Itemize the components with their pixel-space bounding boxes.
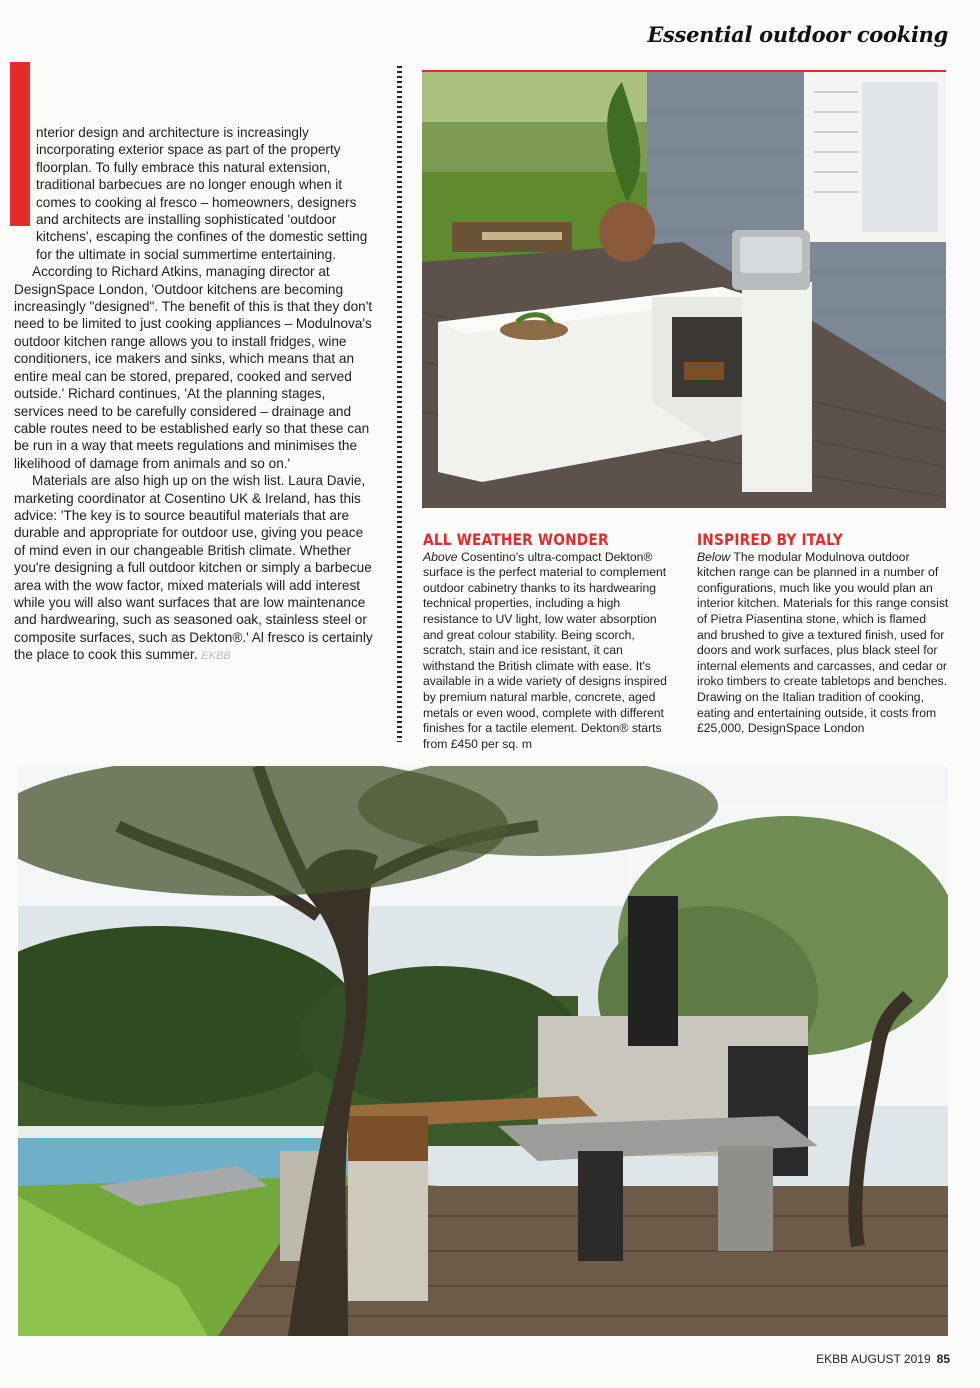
dotted-column-rule bbox=[397, 66, 402, 742]
caption-text-inspired-by-italy bbox=[697, 550, 949, 737]
caption-text-all-weather-wonder bbox=[423, 550, 675, 753]
caption-body-left: Cosentino's ultra-compact Dekton® surface is the perfect material to complement outdoor cabinetry thanks to its hardwearing technical properties, including a high resistance to UV light, low water absorption and great colour stability. Being scorch, scratch, stain and ice resistant, it can withstand the British climate with ease. It's available in a wide variety of designs inspired by premium natural marble, concrete, aged metals or even wood, complete with different finishes for a tactile element. Dekton® starts from £450 per sq. m bbox=[423, 549, 667, 751]
photo-outdoor-kitchen-dekton bbox=[422, 70, 946, 508]
caption-body-right: The modular Modulnova outdoor kitchen range can be planned in a number of configurations, much like you would plan an interior kitchen. Materials for this range consist of Pietra Piasentina stone, which is flamed and brushed to give a textured finish, used for doors and work surfaces, plus black steel for internal elements and carcasses, and cedar or iroko timbers to create tabletops and benches. Drawing on the Italian tradition of cooking, eating and entertaining outside, it costs from £25,000, DesignSpace London bbox=[697, 549, 949, 736]
caption-all-weather-wonder bbox=[423, 532, 675, 752]
end-mark: EKBB bbox=[201, 650, 231, 663]
caption-inspired-by-italy bbox=[697, 532, 949, 737]
caption-lead-below: Below bbox=[697, 549, 731, 564]
article-paragraph-3 bbox=[14, 472, 374, 665]
caption-lead-above: Above bbox=[423, 549, 458, 564]
photo-bottom-illustration bbox=[18, 766, 948, 1336]
article-body bbox=[14, 124, 374, 666]
article-paragraph-3-text: Materials are also high up on the wish list. Laura Davie, marketing coordinator at Cosentino UK & Ireland, has this advice: 'The key is to source beautiful materials that are durable and appropriate for outdoor use, giving you peace of mind even in our changeable British climate. Whether you're designing a full outdoor kitchen or simply a barbecue area with the wow factor, mixed materials will add interest while you will also want surfaces that are low maintenance and hardwearing, such as seasoned oak, stainless steel or composite surfaces, such as Dekton®.' Al fresco is certainly the place to cook this summer. bbox=[14, 473, 373, 663]
footer-issue: EKBB AUGUST 2019 bbox=[816, 1352, 931, 1366]
section-title: Essential outdoor cooking bbox=[647, 22, 948, 47]
footer-page-number: 85 bbox=[936, 1352, 950, 1366]
page-footer bbox=[816, 1352, 950, 1366]
photo-top-illustration bbox=[422, 72, 946, 508]
caption-heading-all-weather-wonder: ALL WEATHER WONDER bbox=[423, 530, 609, 549]
article-paragraph-1: nterior design and architecture is increasingly incorporating exterior space as part of the property floorplan. To fully embrace this natural extension, traditional barbecues are no longer enough when it comes to cooking al fresco – homeowners, designers and architects are installing sophisticated 'outdoor kitchens', escaping the confines of the domestic setting for the ultimate in social summertime entertaining. bbox=[36, 125, 368, 262]
article-paragraph-2: According to Richard Atkins, managing director at DesignSpace London, 'Outdoor kitchens are becoming increasingly "designed". The benefit of this is that they don't need to be limited to just cooking appliances – Modulnova's outdoor kitchen range allows you to install fridges, wine conditioners, ice makers and sinks, which means that an entire meal can be stored, prepared, cooked and served outside.' Richard continues, 'At the planning stages, services need to be carefully considered – drainage and cable routes need to be established early so that these can be run in a way that meets regulations and minimises the likelihood of damage from animals and so on.' bbox=[14, 264, 373, 471]
caption-heading-inspired-by-italy: INSPIRED BY ITALY bbox=[697, 530, 844, 549]
photo-modulnova-outdoor-kitchen bbox=[18, 766, 948, 1336]
